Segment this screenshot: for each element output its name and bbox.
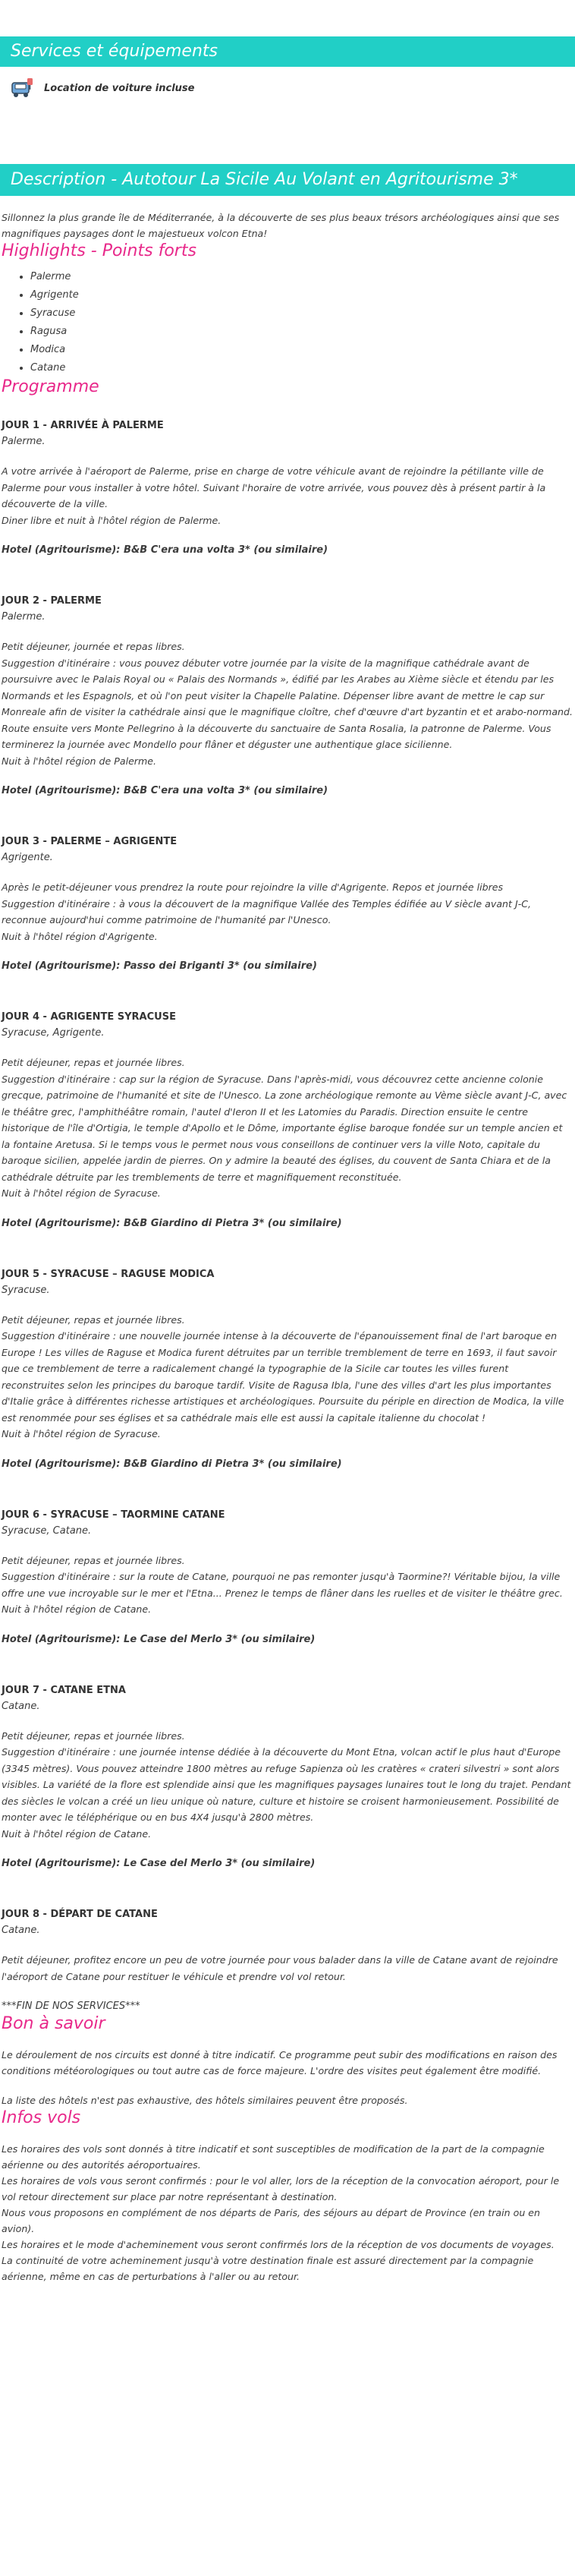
- day-location: Catane.: [2, 1700, 40, 1712]
- day-5: [0, 1266, 575, 1472]
- highlights-title: Highlights - Points forts: [2, 241, 196, 260]
- day-location: Palerme.: [2, 436, 46, 447]
- services-header: Services et équipements: [0, 36, 575, 67]
- day-text: Petit déjeuner, journée et repas libres. Suggestion d'itinéraire : vous pouvez débuter votre journée par la visite de la magnifique cathédrale avant de poursuivre avec le Palais Royal ou « Palais des Normands », édifié par les Arabes au Xième siècle et étendu par les Normands et les Espagnols, et où l'on peut visiter la Chapelle Palatine. Dépenser libre avant de mettre le cap sur Monreale afin de visiter la cathédrale ainsi que le magnifique cloître, chef d'œuvre d'art byzantin et et arabo-normand. Route ensuite vers Monte Pellegrino à la découverte du sanctuaire de Santa Rosalia, la patronne de Palerme. Vous terminerez la journée avec Mondello pour flâner et déguster une authentique glace sicilienne. Nuit à l'hôtel région de Palerme.: [2, 641, 573, 767]
- day-location: Syracuse, Catane.: [2, 1524, 92, 1537]
- day-hotel: Hotel (Agritourisme): Le Case del Merlo 3* (ou similaire): [2, 1633, 316, 1645]
- day-hotel: Hotel (Agritourisme): B&B C'era una volta 3* (ou similaire): [2, 785, 328, 796]
- day-location: Palerme.: [2, 611, 46, 623]
- bon-a-savoir-text-2: La liste des hôtels n'est pas exhaustive, des hôtels similaires peuvent être proposés.: [2, 2095, 408, 2106]
- day-text: Petit déjeuner, repas et journée libres. Suggestion d'itinéraire : une nouvelle journée intense à la découverte de l'épanouissement final de l'art baroque en Europe ! Les villes de Raguse et Modica furent détruites par un terrible tremblement de terre en 1693, il faut savoir que ce tremblement de terre a radicalement changé la typographie de la Sicile car toutes les villes furent reconstruites selon les principes du baroque tardif. Visite de Ragusa Ibla, l'une des villes d'art les plus importantes d'Italie grâce à différentes richesse artistiques et archéologiques. Poursuite du périple en direction de Modica, la ville est renommée pour ses églises et sa cathédrale mais elle est aussi la capitale italienne du chocolat ! Nuit à l'hôtel région de Syracuse.: [2, 1313, 564, 1439]
- day-title: JOUR 3 - PALERME – AGRIGENTE: [2, 836, 178, 847]
- day-6: [0, 1507, 575, 1647]
- day-location: Syracuse, Agrigente.: [2, 1027, 105, 1039]
- page: [0, 36, 575, 2284]
- service-item-label: Location de voiture incluse: [44, 82, 195, 94]
- day-title: JOUR 1 - ARRIVÉE À PALERME: [2, 420, 164, 431]
- day-text: A votre arrivée à l'aéroport de Palerme, prise en charge de votre véhicule avant de rejoindre la pétillante ville de Palerme pour vous installer à votre hôtel. Suivant l'horaire de votre arrivée, vous pouvez dès à présent partir à la découverte de la ville. Diner libre et nuit à l'hôtel région de Palerme.: [2, 465, 546, 526]
- day-hotel: ***FIN DE NOS SERVICES***: [2, 2001, 140, 2012]
- list-item: • Palerme: [30, 268, 575, 286]
- day-8: [0, 1906, 575, 2014]
- day-title: JOUR 6 - SYRACUSE – TAORMINE CATANE: [2, 1509, 225, 1521]
- day-title: JOUR 5 - SYRACUSE – RAGUSE MODICA: [2, 1268, 215, 1280]
- infos-vols-text: Les horaires des vols sont donnés à titre indicatif et sont susceptibles de modification de la part de la compagnie aérienne ou des autorités aéroportuaires. Les horaires de vols vous seront confirmés : pour le vol aller, lors de la réception de la convocation aéroport, pour le vol retour directement sur place par notre représentant à destination. Nous vous proposons en complément de nos départs de Paris, des séjours au départ de Province (en train ou en avion). Les horaires et le mode d'acheminement vous seront confirmés lors de la réception de vos documents de voyages. La continuité de votre acheminement jusqu'à votre destination finale est assuré directement par la compagnie aérienne, même en cas de perturbations à l'aller ou au retour.: [2, 2143, 560, 2282]
- day-title: JOUR 4 - AGRIGENTE SYRACUSE: [2, 1011, 176, 1023]
- day-hotel: Hotel (Agritourisme): Le Case del Merlo 3* (ou similaire): [2, 1858, 316, 1869]
- list-item: • Modica: [30, 341, 575, 359]
- day-hotel: Hotel (Agritourisme): Passo dei Briganti 3* (ou similaire): [2, 960, 317, 972]
- day-location: Catane.: [2, 1925, 40, 1936]
- list-item: • Agrigente: [30, 286, 575, 304]
- description-header: Description - Autotour La Sicile Au Volant en Agritourisme 3*: [0, 164, 575, 196]
- infos-vols-title: Infos vols: [2, 2108, 81, 2127]
- day-text: Petit déjeuner, repas et journée libres. Suggestion d'itinéraire : sur la route de Catane, pourquoi ne pas remonter jusqu'à Taormine?! Véritable bijou, la ville offre une vue incroyable sur le mer et l'Etna... Prenez le temps de flâner dans les ruelles et de visiter le théâtre grec. Nuit à l'hôtel région de Catane.: [2, 1554, 563, 1615]
- day-1: [0, 418, 575, 558]
- list-item: • Ragusa: [30, 323, 575, 341]
- day-text: Petit déjeuner, profitez encore un peu de votre journée pour vous balader dans la ville de Catane avant de rejoindre l'aéroport de Catane pour restituer le véhicule et prendre vol vol retour.: [2, 1954, 558, 1982]
- bon-a-savoir-title: Bon à savoir: [2, 2014, 105, 2033]
- day-title: JOUR 7 - CATANE ETNA: [2, 1684, 126, 1696]
- day-3: [0, 834, 575, 974]
- day-7: [0, 1682, 575, 1872]
- day-hotel: Hotel (Agritourisme): B&B C'era una volta 3* (ou similaire): [2, 544, 328, 556]
- programme-title: Programme: [2, 377, 99, 396]
- list-item: • Catane: [30, 359, 575, 377]
- day-location: Agrigente.: [2, 852, 53, 863]
- day-text: Petit déjeuner, repas et journée libres. Suggestion d'itinéraire : cap sur la région de Syracuse. Dans l'après-midi, vous découvrez cette ancienne colonie grecque, patrimoine de l'humanité et site de l'Unesco. La zone archéologique remonte au Vème siècle avant J-C, avec le théâtre grec, l'amphithéâtre romain, l'autel d'Ieron II et les Latomies du Paradis. Direction ensuite le centre historique de l'île d'Ortigia, le temple d'Apollo et le Dôme, importante église baroque fondée sur un temple ancien et la fontaine Aretusa. Si le temps vous le permet nous vous conseillons de continuer vers la ville Noto, capitale du baroque sicilien, appelée jardin de pierres. On y admire la beauté des églises, du couvent de Santa Chiara et de la cathédrale détruite par les tremblements de terre et magnifiquement reconstituée. Nuit à l'hôtel région de Syracuse.: [2, 1057, 567, 1199]
- service-item-car-rental: [0, 67, 575, 109]
- car-icon: [9, 75, 35, 101]
- day-title: JOUR 2 - PALERME: [2, 595, 102, 607]
- highlights-list: [0, 268, 575, 377]
- day-hotel: Hotel (Agritourisme): B&B Giardino di Pietra 3* (ou similaire): [2, 1458, 342, 1470]
- description-intro: Sillonnez la plus grande île de Méditerranée, à la découverte de ses plus beaux trésors archéologiques ainsi que ses magnifiques paysages dont le majestueux volcon Etna!: [2, 212, 560, 239]
- day-2: [0, 593, 575, 799]
- day-text: Petit déjeuner, repas et journée libres. Suggestion d'itinéraire : une journée intense dédiée à la découverte du Mont Etna, volcan actif le plus haut d'Europe (3345 mètres). Vous pouvez atteindre 1800 mètres au refuge Sapienza où les cratères « crateri silvestri » sont alors visibles. La variété de la flore est splendide ainsi que les magnifiques paysages lunaires tout le long du trajet. Pendant des siècles le volcan a créé un lieu unique où nature, culture et histoire se croisent harmonieusement. Possibilité de monter avec le téléphérique ou en bus 4X4 jusqu'à 2800 mètres. Nuit à l'hôtel région de Catane.: [2, 1729, 571, 1840]
- list-item: • Syracuse: [30, 304, 575, 323]
- bon-a-savoir-text-1: Le déroulement de nos circuits est donné à titre indicatif. Ce programme peut subir des modifications en raison des conditions météorologiques ou tout autre cas de force majeure. L'ordre des visites peut également être modifié.: [2, 2049, 558, 2076]
- day-text: Après le petit-déjeuner vous prendrez la route pour rejoindre la ville d'Agrigente. Repos et journée libres Suggestion d'itinéraire : à vous la découvert de la magnifique Vallée des Temples édifiée au V siècle avant J-C, reconnue aujourd'hui comme patrimoine de l'humanité par l'Unesco. Nuit à l'hôtel région d'Agrigente.: [2, 881, 532, 942]
- day-4: [0, 1009, 575, 1231]
- day-hotel: Hotel (Agritourisme): B&B Giardino di Pietra 3* (ou similaire): [2, 1217, 342, 1229]
- day-title: JOUR 8 - DÉPART DE CATANE: [2, 1909, 158, 1920]
- day-location: Syracuse.: [2, 1284, 50, 1296]
